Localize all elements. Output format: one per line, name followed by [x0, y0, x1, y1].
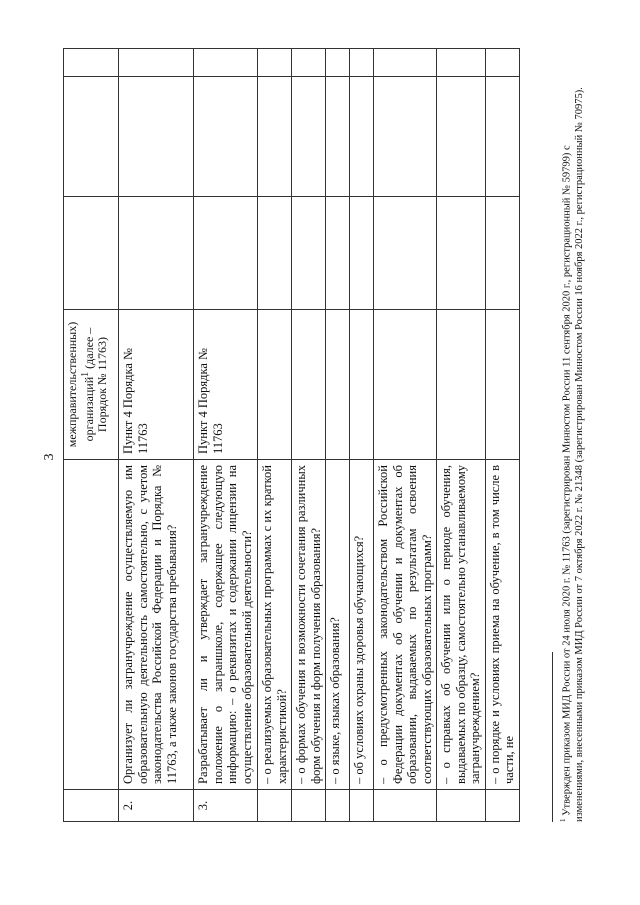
answer-cell — [374, 77, 437, 197]
legal-reference — [437, 310, 486, 460]
answer-cell — [119, 197, 194, 310]
answer-cell — [292, 197, 326, 310]
question-text: – о формах обучения и возможности сочетания различных форм обучения и форм получения образования? — [292, 460, 326, 790]
table-row — [119, 49, 194, 822]
answer-cell — [485, 77, 519, 197]
row-number — [437, 790, 486, 822]
question-text: – о предусмотренных законодательством Российской Федерации документах об обучении и документах об образовании, выдаваемых по результатам освоения соответствующих образовательных программ? — [374, 460, 437, 790]
footnote-ref-marker: 1 — [80, 371, 91, 377]
legal-reference — [485, 310, 519, 460]
legal-ref-header-tail: (далее – Порядок № 11763) — [82, 327, 109, 433]
answer-cell — [292, 77, 326, 197]
row-number — [350, 790, 374, 822]
table-header-row — [64, 49, 119, 822]
answer-cell — [258, 49, 292, 77]
answer-cell — [437, 197, 486, 310]
question-text: – об условиях охраны здоровья обучающихся? — [350, 460, 374, 790]
question-text: – о порядке и условиях приема на обучение, в том числе в части, не — [485, 460, 519, 790]
footnote — [557, 82, 586, 822]
legal-reference — [258, 310, 292, 460]
answer-cell — [350, 77, 374, 197]
table-row — [194, 49, 258, 822]
answer-cell — [194, 77, 258, 197]
row-number — [374, 790, 437, 822]
answer-cell — [437, 77, 486, 197]
legal-reference — [350, 310, 374, 460]
answer-cell — [485, 197, 519, 310]
table-row — [258, 49, 292, 822]
legal-reference — [292, 310, 326, 460]
table-cell — [64, 460, 119, 790]
footnote-marker: 1 — [559, 818, 567, 822]
table-row — [350, 49, 374, 822]
row-number: 2. — [119, 790, 194, 822]
answer-cell — [326, 197, 350, 310]
answer-cell — [194, 49, 258, 77]
table-row — [374, 49, 437, 822]
legal-reference: Пункт 4 Порядка № 11763 — [194, 310, 258, 460]
footnote-text: Утвержден приказом МИД России от 24 июля 2020 г. № 11763 (зарегистрирован Минюстом России 11 сентября 2020 г., регистрационный № 59799) с изменениями, внесенными приказом МИД России от 7 октября 2022 г. № 21348 (зарегистрирован Минюстом России 16 ноября 2022 г., регистрационный № 70975). — [561, 87, 585, 822]
question-text: – о реализуемых образовательных программах с их краткой характеристикой? — [258, 460, 292, 790]
answer-cell — [350, 197, 374, 310]
row-number — [485, 790, 519, 822]
question-text: – о справках об обучении или о периоде обучения, выдаваемых по образцу, самостоятельно устанавливаемому загранучреждением? — [437, 460, 486, 790]
table-row — [437, 49, 486, 822]
footnote-divider — [552, 652, 553, 822]
legal-reference: Пункт 4 Порядка № 11763 — [119, 310, 194, 460]
answer-cell — [258, 77, 292, 197]
question-text: Организует ли загранучреждение осуществляемую им образовательную деятельность самостоятельно, с учетом законодательства Российской Федерации и Порядка № 11763, а также законов государства пребывания? — [119, 460, 194, 790]
table-row — [326, 49, 350, 822]
legal-ref-header-cell — [64, 310, 119, 460]
legal-reference — [374, 310, 437, 460]
answer-cell — [119, 49, 194, 77]
answer-cell — [374, 49, 437, 77]
answer-cell — [292, 49, 326, 77]
table-row — [292, 49, 326, 822]
checklist-table — [63, 48, 520, 822]
question-text: Разрабатывает ли и утверждает загранучреждение положение о заграншколе, содержащее следующую информацию: – о реквизитах и содержании лицензии на осуществление образовательной деятельности? — [194, 460, 258, 790]
legal-ref-header-text: межправительственных) организаций — [65, 321, 96, 448]
legal-reference — [326, 310, 350, 460]
row-number: 3. — [194, 790, 258, 822]
answer-cell — [258, 197, 292, 310]
row-number — [258, 790, 292, 822]
answer-cell — [119, 77, 194, 197]
answer-cell — [194, 197, 258, 310]
row-number — [292, 790, 326, 822]
answer-cell — [485, 49, 519, 77]
page-number: 3 — [42, 453, 57, 461]
row-number — [326, 790, 350, 822]
question-text: – о языке, языках образования? — [326, 460, 350, 790]
answer-cell — [437, 49, 486, 77]
table-row — [485, 49, 519, 822]
answer-cell — [350, 49, 374, 77]
answer-cell — [326, 77, 350, 197]
answer-cell — [326, 49, 350, 77]
table-cell — [64, 77, 119, 197]
table-cell — [64, 790, 119, 822]
table-cell — [64, 197, 119, 310]
answer-cell — [374, 197, 437, 310]
table-cell — [64, 49, 119, 77]
